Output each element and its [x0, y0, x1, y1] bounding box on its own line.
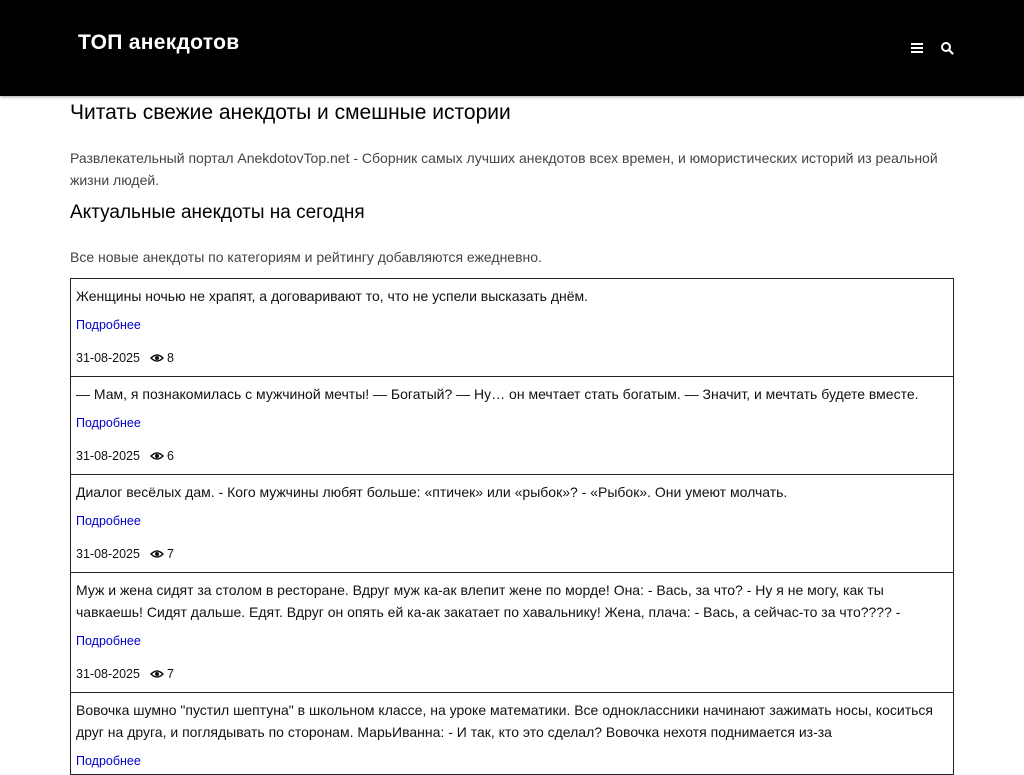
joke-views: 8 — [166, 351, 174, 365]
joke-meta — [76, 448, 948, 464]
joke-meta — [76, 666, 948, 682]
eye-icon — [150, 549, 164, 559]
more-link[interactable]: Подробнее — [76, 514, 141, 528]
joke-views: 6 — [166, 449, 174, 463]
joke-meta — [76, 546, 948, 562]
joke-meta — [76, 350, 948, 366]
joke-item — [70, 278, 954, 377]
joke-item — [70, 376, 954, 475]
joke-list — [70, 278, 954, 775]
nav-icons — [910, 40, 954, 56]
more-link[interactable]: Подробнее — [76, 318, 141, 332]
joke-text: Вовочка шумно "пустил шептуна" в школьном классе, на уроке математики. Все одноклассники начинают зажимать носы, коситься друг на друга, и поглядывать по сторонам. МарьИванна: - И так, кто это сделал? Вовочка нехотя поднимается из-за — [76, 702, 933, 740]
joke-text: Диалог весёлых дам. - Кого мужчины любят больше: «птичек» или «рыбок»? - «Рыбок». Они умеют молчать. — [76, 484, 788, 500]
joke-date: 31-08-2025 — [76, 547, 140, 561]
more-link[interactable]: Подробнее — [76, 754, 141, 768]
joke-text: Женщины ночью не храпят, а договаривают то, что не успели высказать днём. — [76, 288, 589, 304]
more-link[interactable]: Подробнее — [76, 634, 141, 648]
joke-item — [70, 474, 954, 573]
joke-views: 7 — [166, 547, 174, 561]
more-link[interactable]: Подробнее — [76, 416, 141, 430]
section-subtitle: Все новые анекдоты по категориям и рейтингу добавляются ежедневно. — [70, 249, 542, 265]
joke-item — [70, 572, 954, 693]
eye-icon — [150, 353, 164, 363]
joke-text: — Мам, я познакомилась с мужчиной мечты! — Богатый? — Ну… он мечтает стать богатым. — Значит, и мечтать будете вместе. — [76, 386, 919, 402]
page-title: Читать свежие анекдоты и смешные истории — [70, 101, 511, 124]
search-icon[interactable] — [940, 40, 954, 56]
joke-item — [70, 692, 954, 775]
joke-text: Муж и жена сидят за столом в ресторане. Вдруг муж ка-ак влепит жене по морде! Она: - Вась, за что? - Ну я не могу, как ты чавкаешь! Сидят дальше. Едят. Вдруг он опять ей ка-ак закатает по хавальнику! Жена, плача: - Вась, а сейчас-то за что???? - — [76, 582, 901, 620]
joke-date: 31-08-2025 — [76, 351, 140, 365]
main-content — [70, 96, 954, 775]
eye-icon — [150, 451, 164, 461]
joke-date: 31-08-2025 — [76, 667, 140, 681]
site-logo[interactable]: ТОП анекдотов — [78, 31, 240, 54]
top-navbar — [0, 0, 1024, 96]
bars-icon[interactable] — [910, 40, 924, 56]
section-title: Актуальные анекдоты на сегодня — [70, 202, 365, 223]
joke-views: 7 — [166, 667, 174, 681]
eye-icon — [150, 669, 164, 679]
intro-text: Развлекательный портал AnekdotovTop.net - Сборник самых лучших анекдотов всех времен, и юмористических историй из реальной жизни людей. — [70, 150, 938, 188]
joke-date: 31-08-2025 — [76, 449, 140, 463]
